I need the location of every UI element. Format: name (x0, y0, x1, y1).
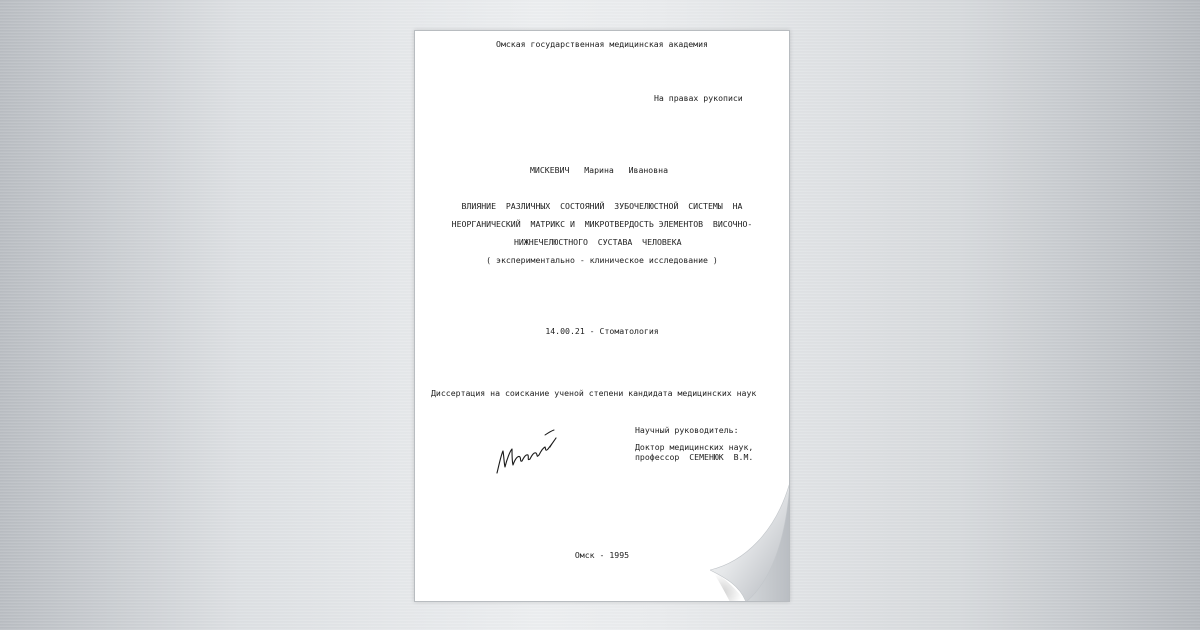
supervisor-degree: Доктор медицинских наук, (635, 442, 754, 452)
title-line-2: НЕОРГАНИЧЕСКИЙ МАТРИКС И МИКРОТВЕРДОСТЬ ЭЛЕМЕНТОВ ВИСОЧНО- (451, 219, 753, 229)
supervisor-label: Научный руководитель: (635, 425, 739, 435)
title-line-3: НИЖНЕЧЕЛЮСТНОГО СУСТАВА ЧЕЛОВЕКА (514, 237, 682, 247)
subtitle: ( экспериментально - клиническое исследование ) (486, 255, 718, 265)
author-signature (493, 421, 559, 479)
rights-note: На правах рукописи (654, 93, 743, 103)
institution-name: Омская государственная медицинская академия (496, 39, 708, 49)
page-curl-icon (710, 482, 790, 602)
supervisor-name: профессор СЕМЕНЮК В.М. (635, 452, 754, 462)
dissertation-line: Диссертация на соискание ученой степени кандидата медицинских наук (431, 388, 757, 398)
specialty: 14.00.21 - Стоматология (545, 326, 659, 336)
place-year: Омск - 1995 (574, 550, 630, 560)
document-page (414, 30, 790, 602)
author-name: МИСКЕВИЧ Марина Ивановна (530, 165, 669, 175)
title-line-1: ВЛИЯНИЕ РАЗЛИЧНЫХ СОСТОЯНИЙ ЗУБОЧЕЛЮСТНОЙ СИСТЕМЫ НА (461, 201, 743, 211)
